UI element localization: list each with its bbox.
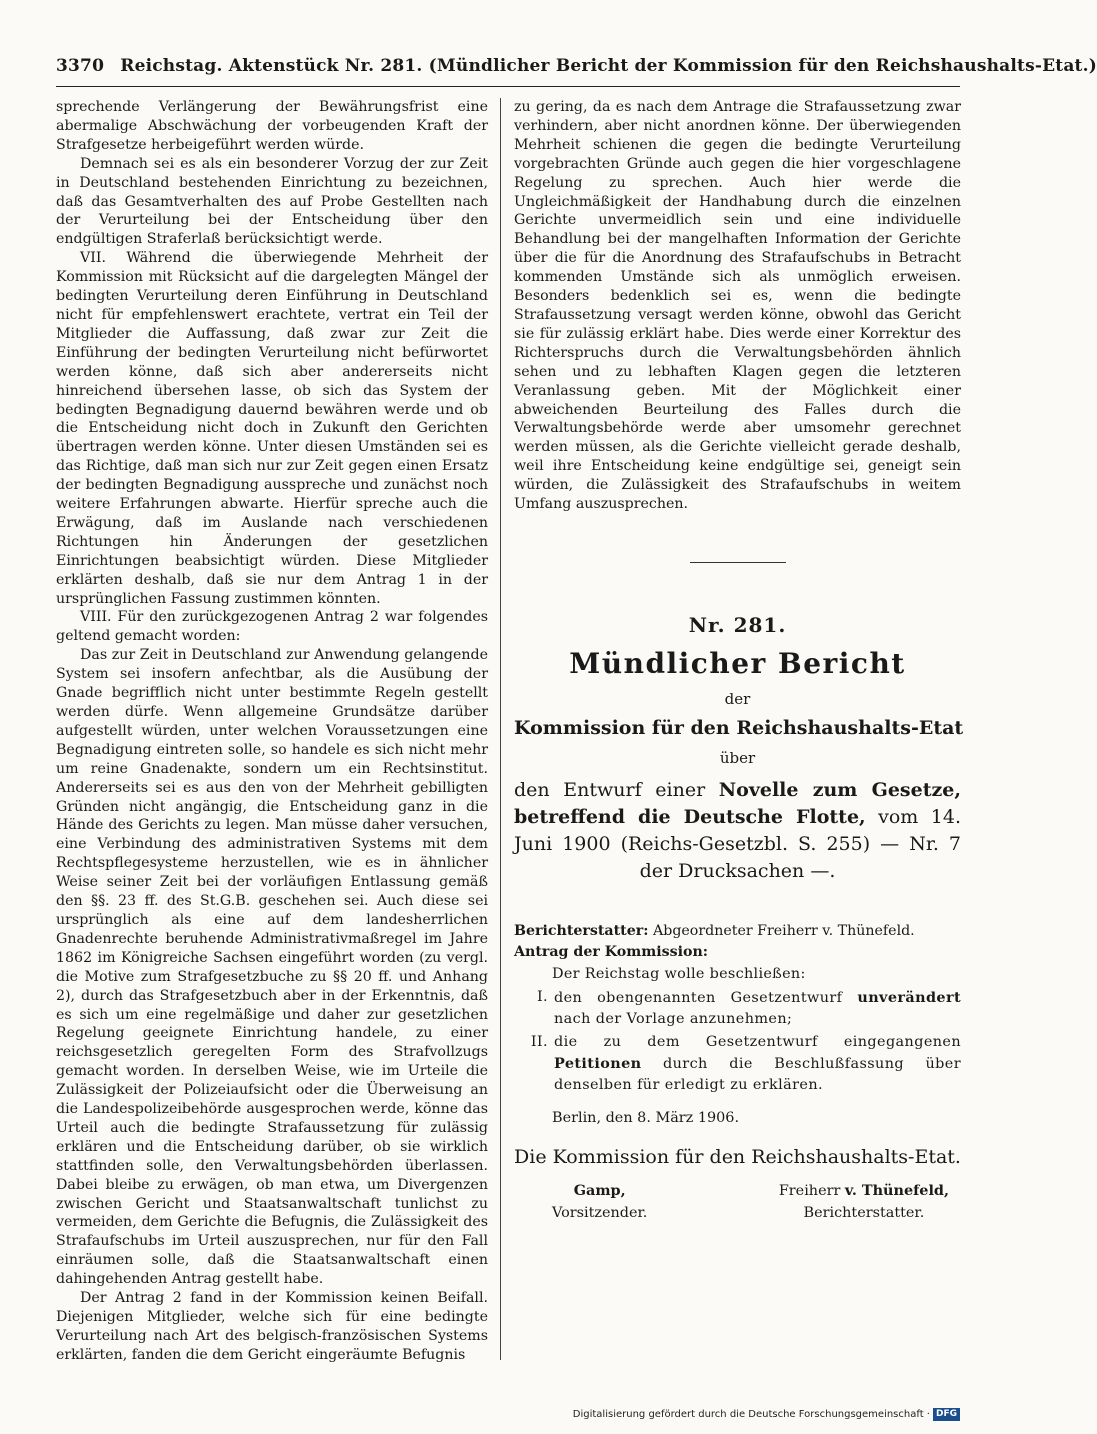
left-column <box>56 98 501 1363</box>
paragraph-continuation: zu gering, da es nach dem Antrage die Strafaussetzung zwar verhindern, aber nicht anordnen könne. Der überwiegenden Mehrheit schienen die gegen die bedingte Verurteilung vorgebrachten Gründe auch gegen die hier vorgeschlagene Regelung zu sprechen. Auch hier werde die Ungleichmäßigkeit der Handhabung durch die einzelnen Gerichte unvermeidlich sein und eine individuelle Behandlung bei der mangelhaften Information der Gerichte über die für die Anordnung des Strafaufschubs in Betracht kommenden Umstände sich als unmöglich erweisen. Besonders bedenklich sei es, wenn die bedingte Strafaussetzung versagt werden könne, obwohl das Gericht sie für zulässig erklärt habe. Dies werde einer Korrektur des Richterspruchs durch die Verwaltungsbehörden ähnlich sehen und zu lebhaften Klagen gegen die letzteren Veranlassung geben. Mit der Möglichkeit einer abweichenden Beurteilung des Falles durch die Verwaltungsbehörde werde aber umsomehr gerechnet werden müssen, als die Gerichte vielleicht gerade deshalb, weil ihre Entscheidung keine endgültige sei, geneigt sein würden, die Zulässigkeit des Strafaufschubs in weitem Umfang auszusprechen. <box>514 99 961 513</box>
paragraph: Das zur Zeit in Deutschland zur Anwendung gelangende System sei insofern anfechtbar, als die Ausübung der Gnade begrifflich nicht unter bestimmte Regeln gestellt werden dürfe. Wenn allgemeine Grundsätze darüber aufgestellt würden, unter welchen Voraussetzungen eine Begnadigung eintreten solle, so handele es sich nicht mehr um reine Gnadenakte, sondern um ein Rechtsinstitut. Andererseits sei es aus den von der Mehrheit gebilligten Gründen nicht angängig, die Entscheidung ganz in die Hände des Gerichts zu legen. Man müsse daher versuchen, eine Verbindung des administrativen Systems mit dem Rechtspflegesysteme herzustellen, wie es in ähnlicher Weise seiner Zeit bei der vorläufigen Entlassung gemäß den §§. 23 ff. des St.G.B. geschehen sei. Auch diese sei ursprünglich als eine auf dem landesherrlichen Gnadenrechte beruhende Administrativmaßregel im Jahre 1862 im Königreiche Sachsen eingeführt worden (zu vergl. die Motive zum Strafgesetzbuche zu §§ 20 ff. und Anhang 2), durch das Strafgesetzbuch aber in der Erkenntnis, daß es sich um eine regelmäßige und daher zur gesetzlichen Regelung geeignete Einrichtung handele, zu einer reichsgesetzlich geregelten Form des Strafvollzugs gemacht worden. In derselben Weise, wie im Urteile die Zulässigkeit der Polizeiaufsicht oder die Überweisung an die Landespolizeibehörde ausgesprochen werde, könne das Urteil auch die bedingte Strafaussetzung für zulässig erklären und die Entscheidung darüber, ob sie wirklich stattfinden solle, den Verwaltungsbehörden überlassen. Dabei bleibe zu erwägen, ob man etwa, um Divergenzen zwischen Gericht und Staatsanwaltschaft tunlichst zu vermeiden, dem Gerichte die Befugnis, die Zulässigkeit des Strafaufschubs im Urteil auszusprechen, nur für den Fall einräumen solle, daß die Staatsanwaltschaft einen dahingehenden Antrag gestellt habe. <box>56 647 488 1288</box>
motion-number: I. <box>536 988 548 1005</box>
paragraph: VIII. Für den zurückgezogenen Antrag 2 war folgendes geltend gemacht worden: <box>56 609 488 645</box>
dateline: Berlin, den 8. März 1906. <box>552 1109 740 1126</box>
document-title: Mündlicher Bericht <box>569 646 906 680</box>
motion-label: Antrag der Kommission: <box>514 943 709 960</box>
signer-role: Vorsitzender. <box>552 1204 648 1221</box>
page-header <box>56 56 1097 87</box>
signatures <box>514 1180 961 1224</box>
digitization-credit <box>573 1408 960 1421</box>
signer-reporter <box>779 1180 949 1224</box>
report-meta <box>514 921 961 963</box>
motion-list <box>514 987 961 1096</box>
list-item <box>514 987 961 1030</box>
list-item <box>514 1032 961 1096</box>
reporter-label: Berichterstatter: <box>514 922 649 939</box>
signer-name-prefix: Freiherr <box>778 1182 845 1199</box>
dfg-logo: DFG <box>933 1408 960 1421</box>
motion-emphasis: Petitionen <box>554 1054 642 1072</box>
signer-role: Berichterstatter. <box>803 1204 925 1221</box>
running-title: Reichstag. Aktenstück Nr. 281. (Mündlicher Bericht der Kommission für den Reichshaushalts-Etat.) <box>120 56 1097 76</box>
paragraph: Der Antrag 2 fand in der Kommission keinen Beifall. Diejenigen Mitglieder, welche sich für eine bedingte Verurteilung nach Art des belgisch-französischen Systems erklärten, fanden die dem Gericht eingeräumte Befugnis <box>56 1290 488 1363</box>
subject-suffix: vom 14. Juni 1900 (Reichs-Gesetzbl. S. 255) — Nr. 7 der Drucksachen —. <box>514 805 961 882</box>
motion-intro: Der Reichstag wolle beschließen: <box>552 965 806 982</box>
motion-number: II. <box>530 1033 548 1050</box>
reporter-value: Abgeordneter Freiherr v. Thünefeld. <box>648 922 915 939</box>
connector-der: der <box>724 689 751 708</box>
motion-text-part: nach der Vorlage anzunehmen; <box>554 1010 793 1027</box>
motion-text <box>554 987 961 1030</box>
motion-text <box>554 1032 961 1096</box>
credit-text: Digitalisierung gefördert durch die Deutsche Forschungsgemeinschaft · <box>572 1409 930 1420</box>
right-column <box>514 98 964 1360</box>
motion-emphasis: unverändert <box>857 988 961 1006</box>
reporter-line <box>514 921 961 942</box>
paragraph: sprechende Verlängerung der Bewährungsfrist eine abermalige Abschwächung der vorbeugenden Kraft der Strafgesetze herbeigeführt werden würde. <box>56 99 488 153</box>
subject-bold: Novelle zum Gesetze, betreffend die Deutsche Flotte, <box>514 778 961 828</box>
section-divider <box>690 562 786 563</box>
report-subject <box>514 777 961 885</box>
page-number: 3370 <box>56 56 105 76</box>
signing-body: Die Kommission für den Reichshaushalts-Etat. <box>514 1145 961 1168</box>
subject-prefix: den Entwurf einer <box>514 778 719 801</box>
paragraph: Demnach sei es als ein besonderer Vorzug der zur Zeit in Deutschland bestehenden Einrichtung zu bezeichnen, daß das Gesamtverhalten des auf Probe Gestellten nach der Verurteilung bei der Entscheidung über den endgültigen Straferlaß berücksichtigt werde. <box>56 155 488 248</box>
motion-text-part: den obengenannten Gesetzentwurf <box>554 989 858 1006</box>
signer-name: Gamp, <box>573 1181 626 1199</box>
signer-name: v. Thünefeld, <box>844 1181 949 1199</box>
paragraph: VII. Während die überwiegende Mehrheit der Kommission mit Rücksicht auf die dargelegten Mängel der bedingten Verurteilung deren Einführung in Deutschland nicht für empfehlenswert erachtete, vertrat ein Teil der Mitglieder die Auffassung, daß zwar zur Zeit die Einführung der bedingten Verurteilung nicht befürwortet werden könne, daß sich aber andererseits nicht hinreichend übersehen lasse, ob sich das System der bedingten Begnadigung dauernd bewähren werde und ob die Entscheidung nicht doch in Zukunft den Gerichten übertragen werden könne. Unter diesen Umständen sei es das Richtige, daß man sich nur zur Zeit gegen einen Ersatz der bedingten Begnadigung ausspreche und zunächst noch weitere Erfahrungen abwarte. Hierfür spreche auch die Erwägung, daß im Auslande nach verschiedenen Richtungen hin Änderungen der gesetzlichen Einrichtungen beabsichtigt würden. Diese Mitglieder erklärten deshalb, daß sie nur dem Antrag 1 in der ursprünglichen Fassung zustimmen könnten. <box>56 250 488 607</box>
commission-heading: Kommission für den Reichshaushalts-Etat <box>514 716 964 739</box>
document-number: Nr. 281. <box>688 612 787 637</box>
signer-chair <box>552 1180 647 1224</box>
motion-text-part: durch die Beschlußfassung über denselben für erledigt zu erklären. <box>554 1055 961 1093</box>
motion-text-part: die zu dem Gesetzentwurf eingegangenen <box>554 1033 961 1050</box>
connector-ueber: über <box>719 748 756 767</box>
